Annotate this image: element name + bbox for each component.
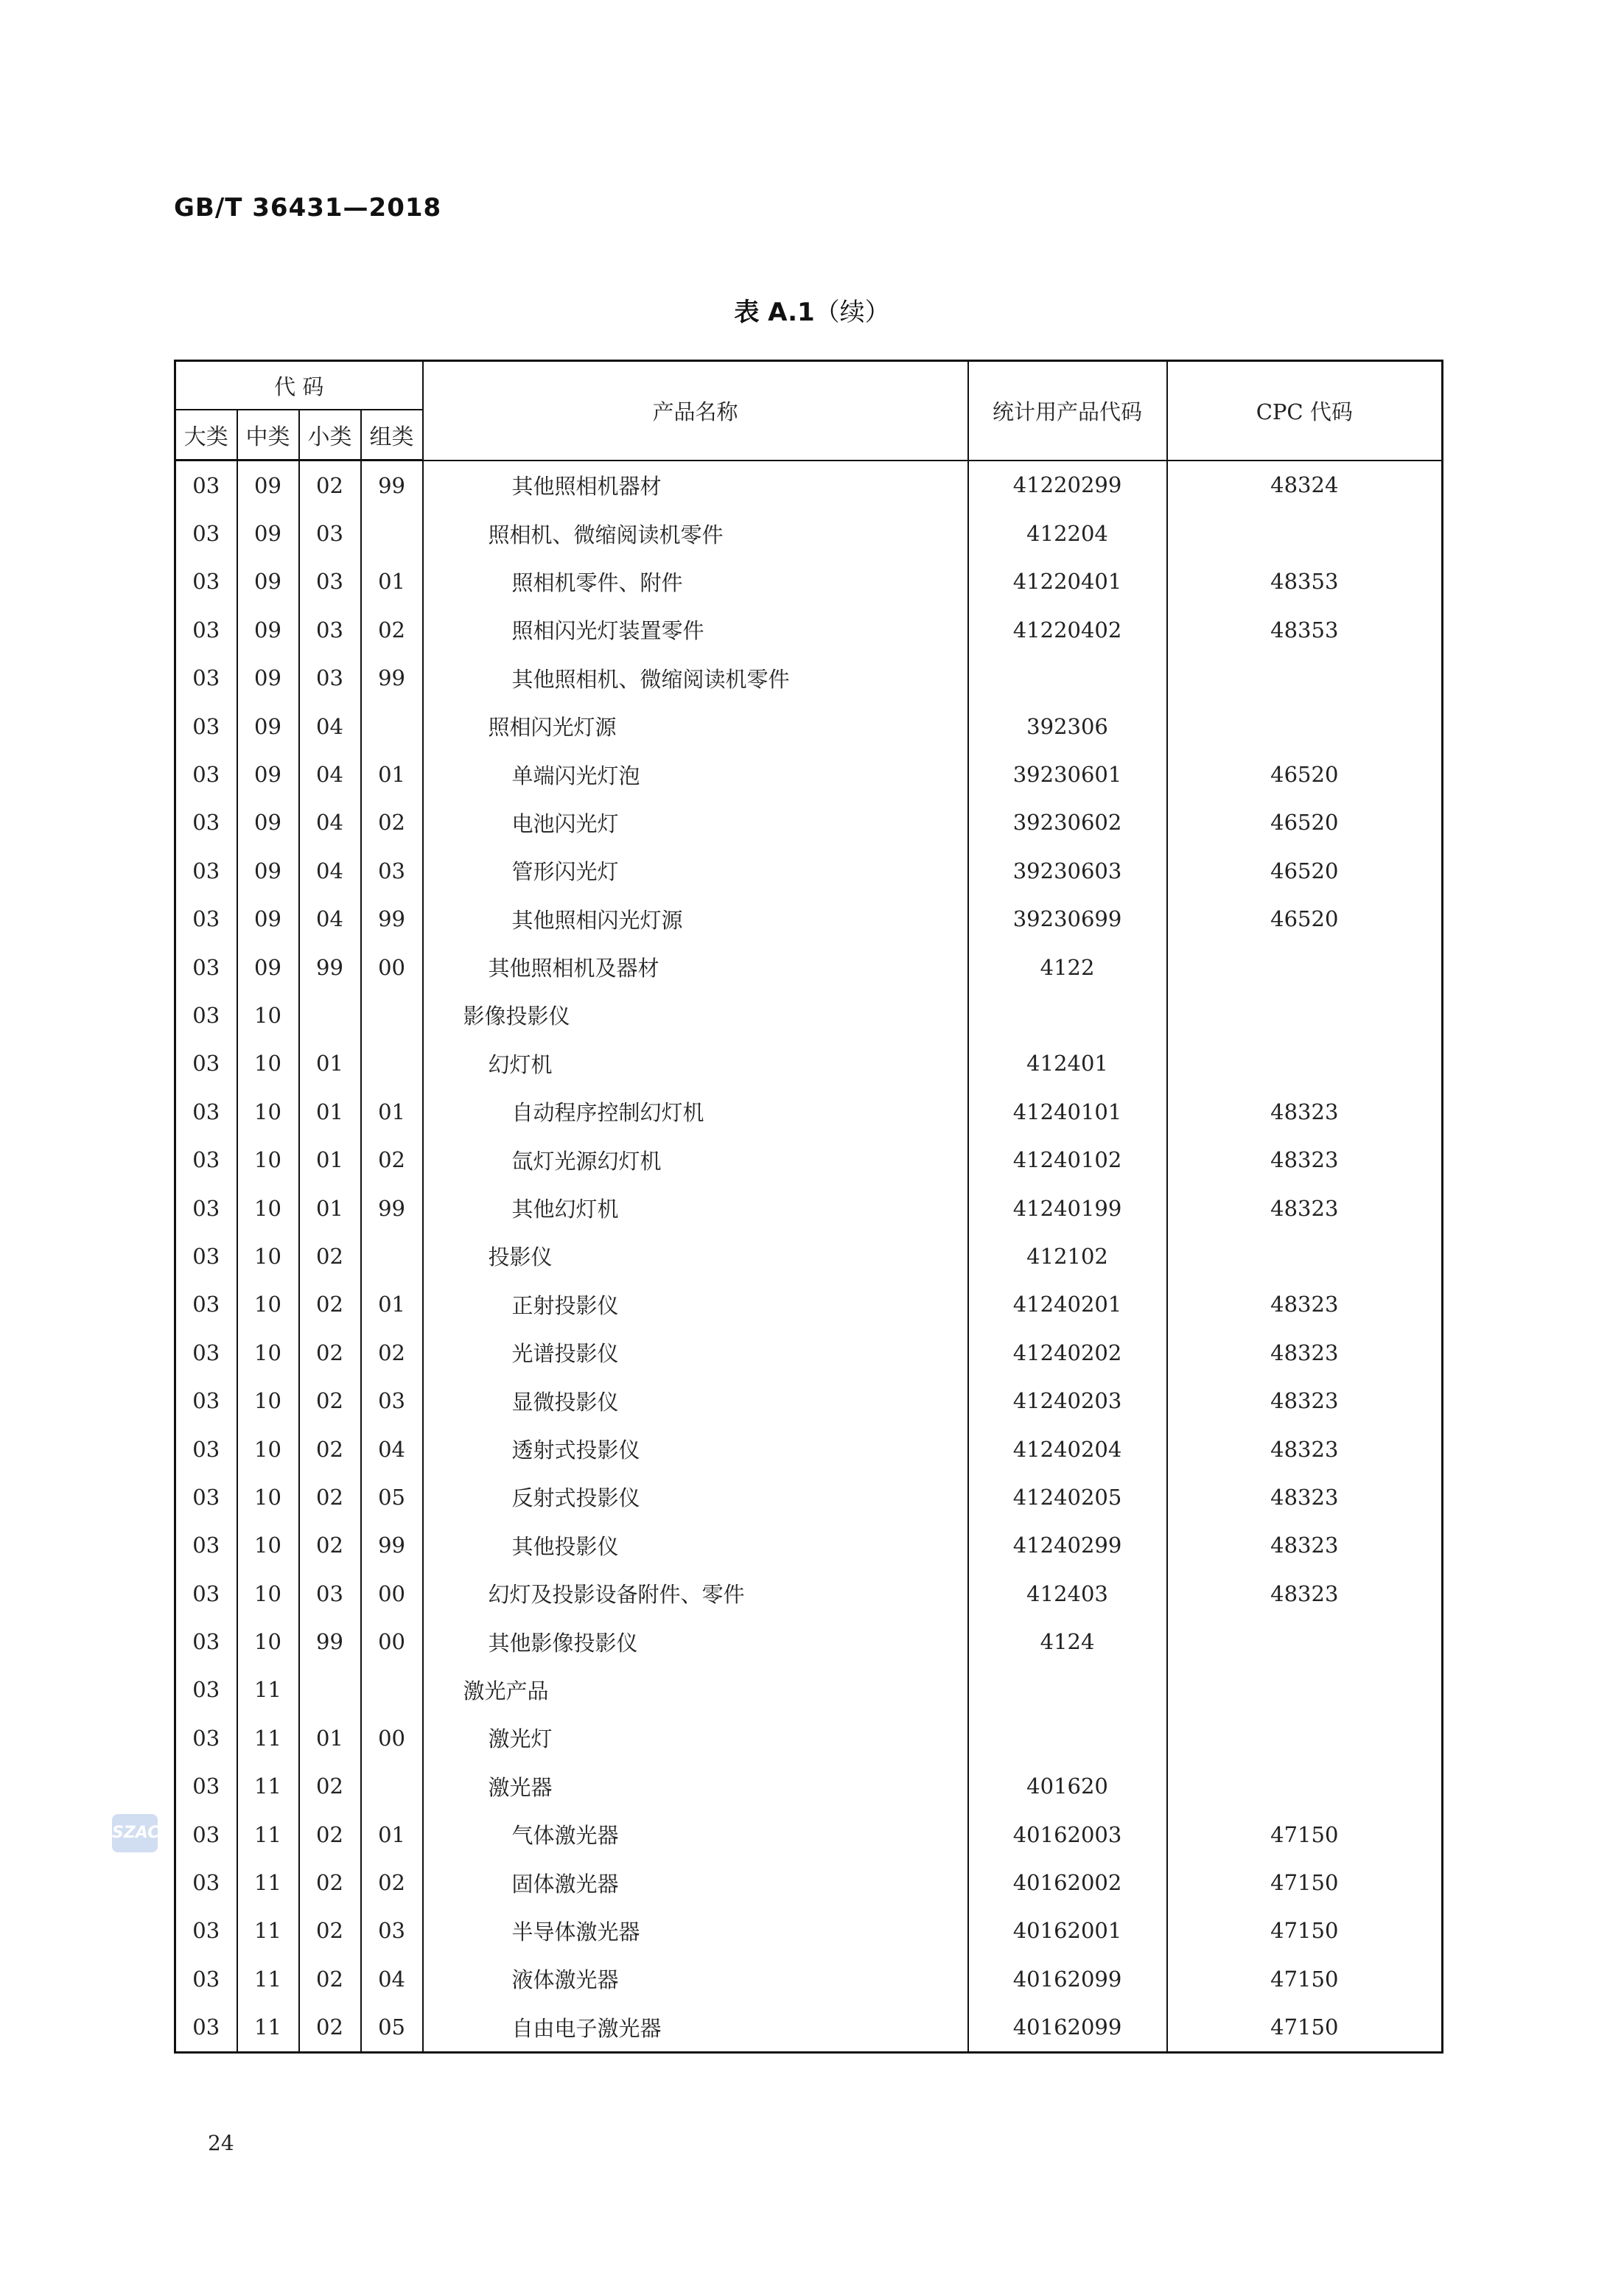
table-row: [175, 943, 1443, 991]
cell-cpc-code: [1167, 654, 1443, 702]
cell-cpc-code: 48323: [1167, 1281, 1443, 1328]
cell-cpc-code: 48323: [1167, 1569, 1443, 1617]
table-row: [175, 1522, 1443, 1569]
cell-minor-code: 01: [299, 1135, 361, 1183]
cell-middle-code: 10: [237, 1376, 299, 1424]
table-row: [175, 895, 1443, 943]
cell-group-code: [361, 1666, 423, 1714]
cell-stat-code: 41240299: [968, 1522, 1167, 1569]
cell-group-code: 02: [361, 1135, 423, 1183]
table-row: [175, 1569, 1443, 1617]
table-row: [175, 461, 1443, 510]
cell-group-code: 99: [361, 654, 423, 702]
cell-major-code: 03: [175, 1858, 237, 1906]
cell-product-name: 照相闪光灯装置零件: [423, 606, 968, 654]
cell-middle-code: 09: [237, 461, 299, 510]
cell-stat-code: 412401: [968, 1040, 1167, 1088]
cell-stat-code: 412102: [968, 1232, 1167, 1280]
cell-cpc-code: 47150: [1167, 2003, 1443, 2053]
table-row: [175, 702, 1443, 750]
cell-product-name: 液体激光器: [423, 1955, 968, 2003]
cell-stat-code: 41220299: [968, 461, 1167, 510]
cell-middle-code: 09: [237, 558, 299, 606]
cell-stat-code: 392306: [968, 702, 1167, 750]
cell-product-name: 反射式投影仪: [423, 1473, 968, 1521]
cell-group-code: 03: [361, 847, 423, 895]
cell-stat-code: 412204: [968, 509, 1167, 557]
cell-major-code: 03: [175, 654, 237, 702]
cell-group-code: [361, 509, 423, 557]
cell-minor-code: 04: [299, 847, 361, 895]
cell-group-code: 05: [361, 2003, 423, 2053]
cell-stat-code: 39230601: [968, 750, 1167, 798]
cell-product-name: 其他影像投影仪: [423, 1617, 968, 1665]
cell-group-code: [361, 702, 423, 750]
cell-product-name: 显微投影仪: [423, 1376, 968, 1424]
cell-cpc-code: [1167, 702, 1443, 750]
cell-middle-code: 09: [237, 654, 299, 702]
cell-cpc-code: [1167, 1666, 1443, 1714]
cell-cpc-code: 48323: [1167, 1522, 1443, 1569]
cell-minor-code: 04: [299, 895, 361, 943]
cell-major-code: 03: [175, 461, 237, 510]
cell-product-name: 自由电子激光器: [423, 2003, 968, 2053]
table-row: [175, 799, 1443, 847]
cell-middle-code: 09: [237, 750, 299, 798]
table-row: [175, 1184, 1443, 1232]
cell-cpc-code: 47150: [1167, 1955, 1443, 2003]
cell-major-code: 03: [175, 1762, 237, 1810]
cell-minor-code: 01: [299, 1088, 361, 1135]
cell-major-code: 03: [175, 1955, 237, 2003]
cell-major-code: 03: [175, 1666, 237, 1714]
table-row: [175, 558, 1443, 606]
cell-cpc-code: 48323: [1167, 1328, 1443, 1376]
cell-middle-code: 09: [237, 895, 299, 943]
cell-minor-code: 02: [299, 1473, 361, 1521]
cell-product-name: 激光器: [423, 1762, 968, 1810]
table-row: [175, 1714, 1443, 1762]
cell-middle-code: 10: [237, 1328, 299, 1376]
cell-cpc-code: 46520: [1167, 799, 1443, 847]
header-minor-class: 小类: [299, 410, 361, 461]
cell-cpc-code: 48324: [1167, 461, 1443, 510]
cell-minor-code: 03: [299, 606, 361, 654]
page-number: 24: [208, 2131, 234, 2155]
table-row: [175, 509, 1443, 557]
cell-group-code: 00: [361, 1569, 423, 1617]
cell-middle-code: 10: [237, 1040, 299, 1088]
cell-cpc-code: 48353: [1167, 606, 1443, 654]
cell-major-code: 03: [175, 1328, 237, 1376]
cell-major-code: 03: [175, 558, 237, 606]
cell-minor-code: 02: [299, 1281, 361, 1328]
cell-minor-code: 04: [299, 799, 361, 847]
cell-middle-code: 10: [237, 1135, 299, 1183]
header-major-class: 大类: [175, 410, 237, 461]
cell-cpc-code: [1167, 509, 1443, 557]
cell-minor-code: 02: [299, 1955, 361, 2003]
cell-group-code: 00: [361, 1714, 423, 1762]
cell-cpc-code: [1167, 1040, 1443, 1088]
table-row: [175, 1425, 1443, 1473]
cell-middle-code: 11: [237, 1810, 299, 1858]
cell-stat-code: 41220401: [968, 558, 1167, 606]
cell-middle-code: 09: [237, 943, 299, 991]
cell-group-code: 01: [361, 750, 423, 798]
cell-stat-code: 401620: [968, 1762, 1167, 1810]
table-row: [175, 750, 1443, 798]
cell-middle-code: 11: [237, 1907, 299, 1955]
table-row: [175, 1088, 1443, 1135]
cell-group-code: 02: [361, 606, 423, 654]
cell-stat-code: 41240204: [968, 1425, 1167, 1473]
cell-major-code: 03: [175, 1907, 237, 1955]
cell-stat-code: 41240199: [968, 1184, 1167, 1232]
cell-minor-code: 01: [299, 1184, 361, 1232]
table-row: [175, 1376, 1443, 1424]
cell-major-code: 03: [175, 1135, 237, 1183]
cell-cpc-code: [1167, 1762, 1443, 1810]
cell-product-name: 管形闪光灯: [423, 847, 968, 895]
cell-product-name: 激光产品: [423, 1666, 968, 1714]
cell-middle-code: 10: [237, 1425, 299, 1473]
cell-stat-code: [968, 1714, 1167, 1762]
cell-cpc-code: [1167, 991, 1443, 1039]
cell-group-code: 01: [361, 1281, 423, 1328]
cell-stat-code: [968, 991, 1167, 1039]
cell-major-code: 03: [175, 509, 237, 557]
table-row: [175, 991, 1443, 1039]
table-row: [175, 847, 1443, 895]
cell-cpc-code: 46520: [1167, 847, 1443, 895]
header-group-class: 组类: [361, 410, 423, 461]
cell-group-code: 04: [361, 1955, 423, 2003]
cell-group-code: 03: [361, 1376, 423, 1424]
table-row: [175, 1232, 1443, 1280]
cell-group-code: 00: [361, 1617, 423, 1665]
table-row: [175, 1473, 1443, 1521]
cell-minor-code: 04: [299, 702, 361, 750]
cell-stat-code: 40162002: [968, 1858, 1167, 1906]
cell-stat-code: 412403: [968, 1569, 1167, 1617]
cell-stat-code: 4122: [968, 943, 1167, 991]
cell-product-name: 光谱投影仪: [423, 1328, 968, 1376]
cell-cpc-code: 47150: [1167, 1907, 1443, 1955]
cell-product-name: 透射式投影仪: [423, 1425, 968, 1473]
cell-cpc-code: 47150: [1167, 1858, 1443, 1906]
product-code-table: [174, 360, 1443, 2054]
cell-minor-code: [299, 1666, 361, 1714]
cell-group-code: [361, 1232, 423, 1280]
cell-cpc-code: 48323: [1167, 1376, 1443, 1424]
cell-product-name: 正射投影仪: [423, 1281, 968, 1328]
cell-major-code: 03: [175, 1088, 237, 1135]
cell-cpc-code: [1167, 1617, 1443, 1665]
cell-minor-code: 03: [299, 558, 361, 606]
cell-stat-code: 41240101: [968, 1088, 1167, 1135]
cell-minor-code: 02: [299, 1232, 361, 1280]
cell-middle-code: 09: [237, 606, 299, 654]
table-row: [175, 1135, 1443, 1183]
cell-cpc-code: [1167, 943, 1443, 991]
cell-product-name: 影像投影仪: [423, 991, 968, 1039]
cell-product-name: 自动程序控制幻灯机: [423, 1088, 968, 1135]
cell-product-name: 照相闪光灯源: [423, 702, 968, 750]
cell-product-name: 照相机零件、附件: [423, 558, 968, 606]
cell-major-code: 03: [175, 1184, 237, 1232]
header-cpc-code: CPC 代码: [1167, 361, 1443, 461]
cell-group-code: 05: [361, 1473, 423, 1521]
cell-stat-code: 41240201: [968, 1281, 1167, 1328]
cell-minor-code: 02: [299, 1328, 361, 1376]
cell-product-name: 其他照相机及器材: [423, 943, 968, 991]
cell-group-code: 01: [361, 1088, 423, 1135]
cell-cpc-code: 46520: [1167, 895, 1443, 943]
cell-middle-code: 11: [237, 2003, 299, 2053]
cell-major-code: 03: [175, 1617, 237, 1665]
cell-group-code: 02: [361, 799, 423, 847]
table-row: [175, 1328, 1443, 1376]
cell-product-name: 照相机、微缩阅读机零件: [423, 509, 968, 557]
cell-minor-code: 02: [299, 1522, 361, 1569]
cell-middle-code: 09: [237, 509, 299, 557]
cell-major-code: 03: [175, 799, 237, 847]
cell-middle-code: 11: [237, 1955, 299, 2003]
cell-stat-code: 4124: [968, 1617, 1167, 1665]
cell-major-code: 03: [175, 1040, 237, 1088]
cell-middle-code: 10: [237, 991, 299, 1039]
cell-group-code: 99: [361, 1522, 423, 1569]
cell-product-name: 其他照相机器材: [423, 461, 968, 510]
cell-stat-code: [968, 654, 1167, 702]
table-body: [175, 461, 1443, 2053]
table-row: [175, 1810, 1443, 1858]
cell-cpc-code: 48323: [1167, 1135, 1443, 1183]
cell-stat-code: 41240102: [968, 1135, 1167, 1183]
cell-middle-code: 10: [237, 1088, 299, 1135]
cell-cpc-code: 48323: [1167, 1088, 1443, 1135]
cell-stat-code: 40162099: [968, 1955, 1167, 2003]
cell-group-code: 01: [361, 558, 423, 606]
cell-major-code: 03: [175, 606, 237, 654]
cell-minor-code: 01: [299, 1040, 361, 1088]
header-stat-code: 统计用产品代码: [968, 361, 1167, 461]
table-title-label: 表 A.1: [734, 298, 815, 327]
cell-middle-code: 11: [237, 1762, 299, 1810]
cell-cpc-code: 48323: [1167, 1425, 1443, 1473]
cell-minor-code: 03: [299, 509, 361, 557]
cell-product-name: 氙灯光源幻灯机: [423, 1135, 968, 1183]
cell-product-name: 其他照相闪光灯源: [423, 895, 968, 943]
cell-product-name: 电池闪光灯: [423, 799, 968, 847]
cell-product-name: 气体激光器: [423, 1810, 968, 1858]
cell-stat-code: 40162099: [968, 2003, 1167, 2053]
cell-minor-code: [299, 991, 361, 1039]
cell-minor-code: 02: [299, 2003, 361, 2053]
cell-major-code: 03: [175, 1473, 237, 1521]
cell-stat-code: 41240203: [968, 1376, 1167, 1424]
cell-minor-code: 99: [299, 1617, 361, 1665]
cell-major-code: 03: [175, 1522, 237, 1569]
table-row: [175, 606, 1443, 654]
cell-major-code: 03: [175, 847, 237, 895]
standard-code-header: GB/T 36431—2018: [174, 193, 442, 223]
cell-middle-code: 11: [237, 1666, 299, 1714]
cell-major-code: 03: [175, 1425, 237, 1473]
table-title: [0, 292, 1624, 328]
cell-stat-code: 41220402: [968, 606, 1167, 654]
cell-group-code: 00: [361, 943, 423, 991]
cell-middle-code: 10: [237, 1617, 299, 1665]
table-row: [175, 654, 1443, 702]
cell-product-name: 其他投影仪: [423, 1522, 968, 1569]
cell-minor-code: 02: [299, 1858, 361, 1906]
cell-product-name: 单端闪光灯泡: [423, 750, 968, 798]
cell-major-code: 03: [175, 1281, 237, 1328]
cell-middle-code: 10: [237, 1281, 299, 1328]
cell-cpc-code: 48353: [1167, 558, 1443, 606]
cell-major-code: 03: [175, 1232, 237, 1280]
cell-major-code: 03: [175, 1810, 237, 1858]
cell-major-code: 03: [175, 1714, 237, 1762]
cell-group-code: [361, 1040, 423, 1088]
cell-product-name: 幻灯及投影设备附件、零件: [423, 1569, 968, 1617]
cell-stat-code: 41240205: [968, 1473, 1167, 1521]
cell-major-code: 03: [175, 895, 237, 943]
cell-middle-code: 09: [237, 847, 299, 895]
cell-middle-code: 11: [237, 1858, 299, 1906]
cell-cpc-code: [1167, 1714, 1443, 1762]
cell-minor-code: 02: [299, 461, 361, 510]
table-row: [175, 1955, 1443, 2003]
table-row: [175, 1617, 1443, 1665]
cell-product-name: 投影仪: [423, 1232, 968, 1280]
cell-minor-code: 02: [299, 1907, 361, 1955]
cell-middle-code: 09: [237, 702, 299, 750]
cell-group-code: 03: [361, 1907, 423, 1955]
table-row: [175, 1858, 1443, 1906]
cell-major-code: 03: [175, 943, 237, 991]
cell-minor-code: 02: [299, 1810, 361, 1858]
cell-stat-code: 39230603: [968, 847, 1167, 895]
cell-middle-code: 09: [237, 799, 299, 847]
cell-cpc-code: 48323: [1167, 1473, 1443, 1521]
cell-major-code: 03: [175, 991, 237, 1039]
cell-product-name: 激光灯: [423, 1714, 968, 1762]
cell-group-code: 99: [361, 461, 423, 510]
cell-minor-code: 03: [299, 654, 361, 702]
cell-product-name: 半导体激光器: [423, 1907, 968, 1955]
cell-minor-code: 03: [299, 1569, 361, 1617]
cell-cpc-code: [1167, 1232, 1443, 1280]
header-middle-class: 中类: [237, 410, 299, 461]
header-product-name: 产品名称: [423, 361, 968, 461]
cell-minor-code: 02: [299, 1425, 361, 1473]
table-row: [175, 1666, 1443, 1714]
cell-minor-code: 01: [299, 1714, 361, 1762]
cell-group-code: 02: [361, 1858, 423, 1906]
cell-group-code: 99: [361, 895, 423, 943]
table-row: [175, 2003, 1443, 2053]
cell-major-code: 03: [175, 702, 237, 750]
cell-minor-code: 99: [299, 943, 361, 991]
szac-watermark-logo: SZAC: [112, 1814, 158, 1852]
cell-major-code: 03: [175, 2003, 237, 2053]
cell-stat-code: 39230699: [968, 895, 1167, 943]
cell-stat-code: [968, 1666, 1167, 1714]
cell-product-name: 幻灯机: [423, 1040, 968, 1088]
cell-middle-code: 11: [237, 1714, 299, 1762]
cell-middle-code: 10: [237, 1569, 299, 1617]
table-row: [175, 1040, 1443, 1088]
table-row: [175, 1907, 1443, 1955]
table-row: [175, 1281, 1443, 1328]
cell-cpc-code: 46520: [1167, 750, 1443, 798]
cell-minor-code: 02: [299, 1376, 361, 1424]
cell-stat-code: 40162003: [968, 1810, 1167, 1858]
cell-middle-code: 10: [237, 1184, 299, 1232]
cell-major-code: 03: [175, 1569, 237, 1617]
cell-minor-code: 02: [299, 1762, 361, 1810]
table-title-suffix: （续）: [814, 298, 890, 327]
cell-group-code: 01: [361, 1810, 423, 1858]
cell-group-code: [361, 1762, 423, 1810]
cell-minor-code: 04: [299, 750, 361, 798]
cell-major-code: 03: [175, 750, 237, 798]
cell-middle-code: 10: [237, 1473, 299, 1521]
cell-major-code: 03: [175, 1376, 237, 1424]
header-code-group: 代 码: [175, 361, 423, 410]
cell-group-code: [361, 991, 423, 1039]
cell-product-name: 其他照相机、微缩阅读机零件: [423, 654, 968, 702]
cell-stat-code: 40162001: [968, 1907, 1167, 1955]
cell-cpc-code: 47150: [1167, 1810, 1443, 1858]
cell-middle-code: 10: [237, 1522, 299, 1569]
cell-stat-code: 41240202: [968, 1328, 1167, 1376]
cell-product-name: 固体激光器: [423, 1858, 968, 1906]
cell-stat-code: 39230602: [968, 799, 1167, 847]
cell-cpc-code: 48323: [1167, 1184, 1443, 1232]
cell-group-code: 02: [361, 1328, 423, 1376]
cell-middle-code: 10: [237, 1232, 299, 1280]
cell-group-code: 99: [361, 1184, 423, 1232]
table-row: [175, 1762, 1443, 1810]
cell-group-code: 04: [361, 1425, 423, 1473]
cell-product-name: 其他幻灯机: [423, 1184, 968, 1232]
